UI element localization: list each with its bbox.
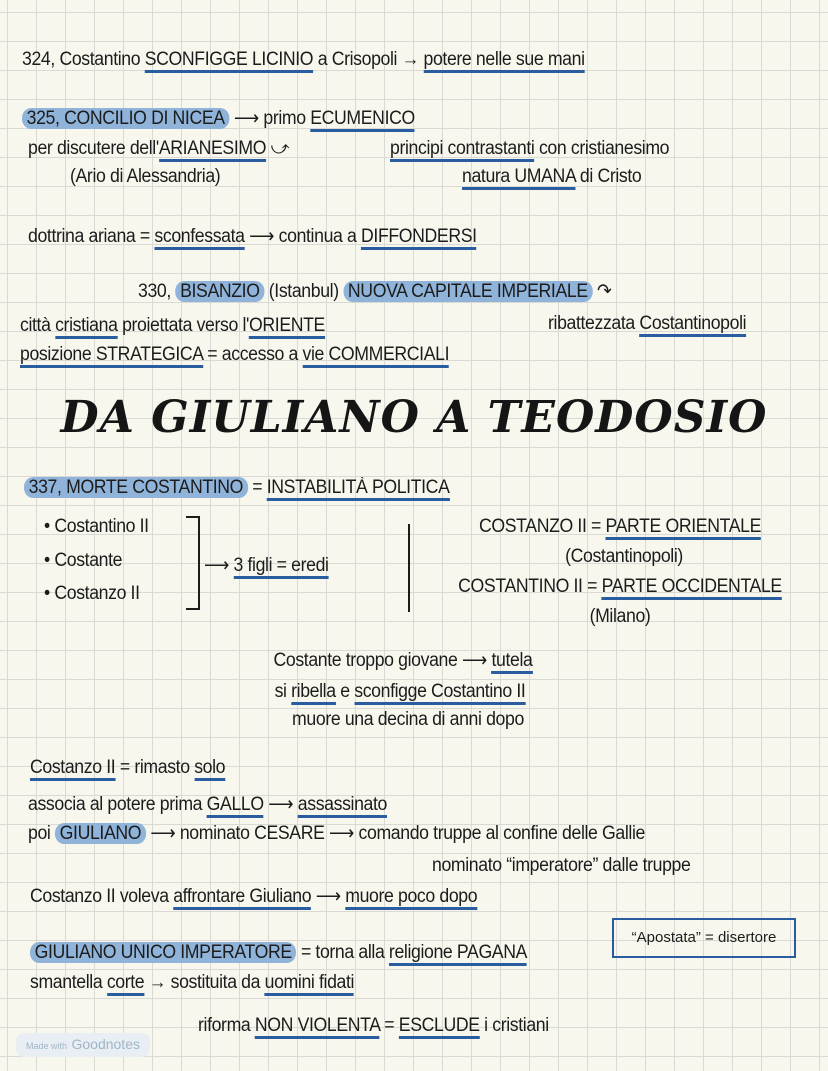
- underlined-text: ARIANESIMO: [159, 138, 266, 162]
- note-line-citta: [20, 314, 325, 338]
- watermark-label: Made with: [26, 1041, 68, 1051]
- underlined-text: natura UMANA: [462, 166, 575, 190]
- underlined-text: solo: [194, 757, 225, 781]
- underlined-text: sconfessata: [154, 226, 244, 250]
- heirs-arrow-line: [204, 554, 329, 578]
- underlined-text: Costantinopoli: [639, 313, 746, 337]
- heir-item: • Costanzo II: [44, 583, 140, 604]
- text: associa al potere prima: [28, 794, 207, 815]
- underlined-text: 3 figli = eredi: [233, 555, 328, 579]
- text: ⟶ nominato CESARE ⟶ comando truppe al confine delle Gallie: [145, 823, 645, 844]
- note-line-costante: [273, 649, 532, 673]
- text: COSTANZO II =: [479, 516, 606, 537]
- note-line-330: [138, 280, 611, 304]
- text: → sostituita da: [144, 972, 265, 993]
- highlighted-text: 325, CONCILIO DI NICEA: [22, 108, 229, 129]
- underlined-text: tutela: [492, 650, 533, 674]
- watermark-brand: Goodnotes: [71, 1036, 140, 1052]
- note-line-325: [22, 107, 415, 131]
- underlined-text: religione PAGANA: [389, 942, 527, 966]
- text: per discutere dell': [28, 138, 159, 159]
- text: =: [379, 1015, 399, 1036]
- division-west: [458, 575, 782, 599]
- text: = rimasto: [115, 757, 195, 778]
- text: poi: [28, 823, 56, 844]
- text: Costante troppo giovane ⟶: [273, 650, 492, 671]
- text: (Ario di Alessandria): [70, 166, 221, 187]
- section-title: DA GIULIANO A TEODOSIO: [60, 392, 768, 443]
- underlined-text: potere nelle sue mani: [423, 49, 584, 73]
- underlined-text: cristiana: [55, 315, 117, 339]
- highlighted-text: 337, MORTE COSTANTINO: [24, 477, 248, 498]
- text: =: [247, 477, 267, 498]
- note-line-arianesimo: [28, 137, 289, 161]
- highlighted-text: NUOVA CAPITALE IMPERIALE: [343, 281, 592, 302]
- heir-item: • Costantino II: [44, 516, 149, 537]
- underlined-text: SCONFIGGE LICINIO: [145, 49, 313, 73]
- highlighted-text: GIULIANO UNICO IMPERATORE: [30, 942, 296, 963]
- underlined-text: ORIENTE: [249, 315, 325, 339]
- curved-arrow-icon: ↷: [592, 281, 612, 302]
- text: (Istanbul): [264, 281, 344, 302]
- underlined-text: sconfigge Costantino II: [354, 681, 525, 705]
- note-line-imperatore: nominato “imperatore” dalle truppe: [432, 855, 691, 876]
- text: e: [335, 681, 355, 702]
- underlined-text: principi contrastanti: [390, 138, 534, 162]
- note-line-natura: [462, 165, 641, 189]
- underlined-text: posizione STRATEGICA: [20, 344, 203, 368]
- text: ⟶ primo: [229, 108, 311, 129]
- heir-item: • Costante: [44, 550, 123, 571]
- underlined-text: uomini fidati: [265, 972, 354, 996]
- division-west-city: (Milano): [589, 606, 651, 627]
- note-line-smantella: [30, 971, 354, 995]
- underlined-text: assassinato: [298, 794, 387, 818]
- note-line-affrontare: [30, 885, 477, 909]
- underlined-text: vie COMMERCIALI: [303, 344, 450, 368]
- text: ⟶ continua a: [244, 226, 362, 247]
- text: ribattezzata: [548, 313, 640, 334]
- note-line-giuliano: [28, 822, 645, 846]
- text: proiettata verso l': [117, 315, 250, 336]
- apostata-note-box: “Apostata” = disertore: [612, 918, 796, 958]
- divider: [408, 524, 410, 612]
- text: si: [274, 681, 292, 702]
- bracket: [186, 516, 200, 610]
- underlined-text: PARTE OCCIDENTALE: [602, 576, 782, 600]
- curved-arrow-icon: ⤻: [266, 138, 290, 159]
- text: dottrina ariana =: [28, 226, 155, 247]
- note-line-ario: [70, 165, 220, 189]
- text: smantella: [30, 972, 107, 993]
- text: ⟶: [311, 886, 346, 907]
- text: di Cristo: [575, 166, 642, 187]
- note-line-principi: [390, 137, 669, 161]
- note-line-337: [24, 476, 449, 500]
- text: = torna alla: [296, 942, 389, 963]
- text: 330,: [138, 281, 176, 302]
- highlighted-text: BISANZIO: [175, 281, 264, 302]
- division-east-city: (Costantinopoli): [565, 546, 683, 567]
- text: 324, Costantino: [22, 49, 145, 70]
- text: riforma: [198, 1015, 255, 1036]
- underlined-text: NON VIOLENTA: [255, 1015, 380, 1039]
- underlined-text: INSTABILITÀ POLITICA: [267, 477, 450, 501]
- underlined-text: PARTE ORIENTALE: [606, 516, 761, 540]
- note-line-posizione: [20, 343, 449, 367]
- note-line-unico: [30, 941, 527, 965]
- text: Costanzo II voleva: [30, 886, 174, 907]
- note-line-muore: muore una decina di anni dopo: [292, 709, 524, 730]
- text: con cristianesimo: [534, 138, 670, 159]
- underlined-text: ECUMENICO: [310, 108, 415, 132]
- text: a Crisopoli →: [313, 49, 424, 70]
- note-line-gallo: [28, 793, 387, 817]
- text: = accesso a: [202, 344, 303, 365]
- underlined-text: ESCLUDE: [399, 1015, 480, 1039]
- underlined-text: muore poco dopo: [345, 886, 477, 910]
- underlined-text: affrontare Giuliano: [173, 886, 311, 910]
- underlined-text: corte: [107, 972, 144, 996]
- underlined-text: GALLO: [207, 794, 264, 818]
- text: città: [20, 315, 56, 336]
- note-line-dottrina: [28, 225, 477, 249]
- text: COSTANTINO II =: [458, 576, 602, 597]
- note-line-costanzo: [30, 756, 225, 780]
- note-line-ribattezzata: [548, 312, 746, 336]
- highlighted-text: GIULIANO: [55, 823, 146, 844]
- underlined-text: ribella: [291, 681, 336, 705]
- arrow-icon: ⟶: [204, 555, 234, 576]
- underlined-text: Costanzo II: [30, 757, 115, 781]
- text: ⟶: [263, 794, 298, 815]
- note-line-324: [22, 48, 585, 72]
- division-east: [479, 515, 761, 539]
- text: i cristiani: [479, 1015, 549, 1036]
- goodnotes-watermark: [16, 1033, 150, 1057]
- note-line-ribella: [275, 680, 526, 704]
- note-line-riforma: [198, 1014, 549, 1038]
- underlined-text: DIFFONDERSI: [361, 226, 477, 250]
